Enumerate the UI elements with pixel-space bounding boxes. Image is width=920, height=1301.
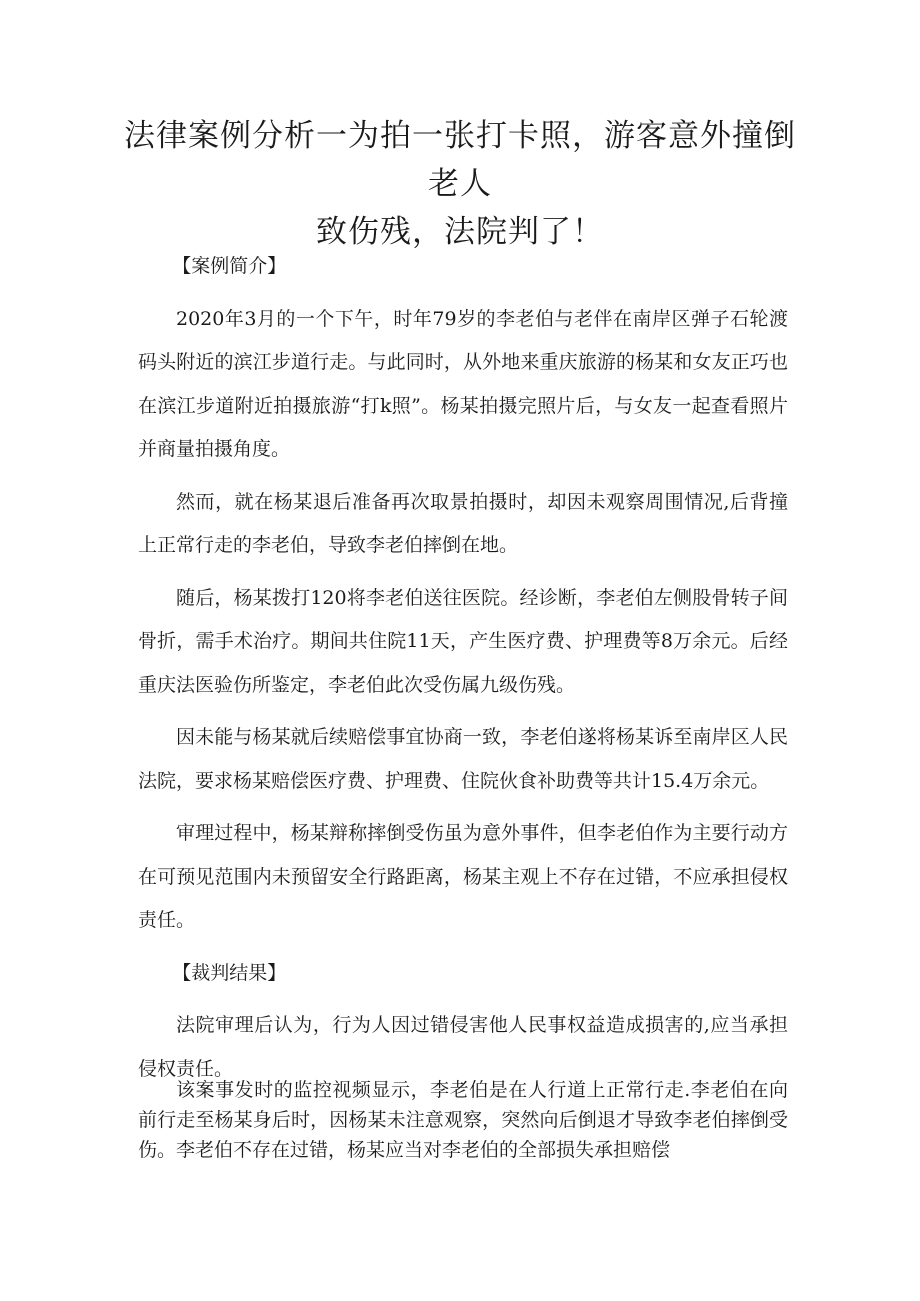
document-body-continued bbox=[138, 1075, 788, 1165]
paragraph-incident: 2020年3月的一个下午，时年79岁的李老伯与老伴在南岸区弹子石轮渡码头附近的滨江步道行走。与此同时，从外地来重庆旅游的杨某和女友正巧也在滨江步道附近拍摄旅游“打k照”。杨某拍摄完照片后，与女友一起查看照片并商量拍摄角度。 bbox=[138, 307, 788, 460]
section-heading-case-intro: 【案例简介】 bbox=[172, 255, 287, 277]
paragraph-surveillance: 该案事发时的监控视频显示，李老伯是在人行道上正常行走.李老伯在向前行走至杨某身后时，因杨某未注意观察，突然向后倒退才导致李老伯摔倒受伤。李老伯不存在过错，杨某应当对李老伯的全部损失承担赔偿 bbox=[138, 1079, 788, 1161]
document-title bbox=[120, 112, 800, 256]
title-line-2: 致伤残，法院判了！ bbox=[316, 214, 604, 250]
title-line-1: 法律案例分析一为拍一张打卡照，游客意外撞倒老人 bbox=[124, 118, 796, 202]
paragraph-collision: 然而，就在杨某退后准备再次取景拍摄时，却因未观察周围情况,后背撞上正常行走的李老伯，导致李老伯摔倒在地。 bbox=[138, 490, 788, 556]
paragraph-lawsuit: 因未能与杨某就后续赔偿事宜协商一致，李老伯遂将杨某诉至南岸区人民法院，要求杨某赔偿医疗费、护理费、住院伙食补助费等共计15.4万余元。 bbox=[138, 726, 788, 792]
paragraph-injury: 随后，杨某拨打120将李老伯送往医院。经诊断，李老伯左侧股骨转子间骨折，需手术治疗。期间共住院11天，产生医疗费、护理费等8万余元。后经重庆法医验伤所鉴定，李老伯此次受伤属九级伤残。 bbox=[138, 586, 788, 696]
paragraph-defense: 审理过程中，杨某辩称摔倒受伤虽为意外事件，但李老伯作为主要行动方在可预见范围内未预留安全行路距离，杨某主观上不存在过错，不应承担侵权责任。 bbox=[138, 822, 788, 931]
paragraph-verdict: 法院审理后认为，行为人因过错侵害他人民事权益造成损害的,应当承担侵权责任。 bbox=[138, 1014, 788, 1080]
section-heading-verdict: 【裁判结果】 bbox=[172, 961, 287, 984]
document-body bbox=[138, 245, 788, 1100]
